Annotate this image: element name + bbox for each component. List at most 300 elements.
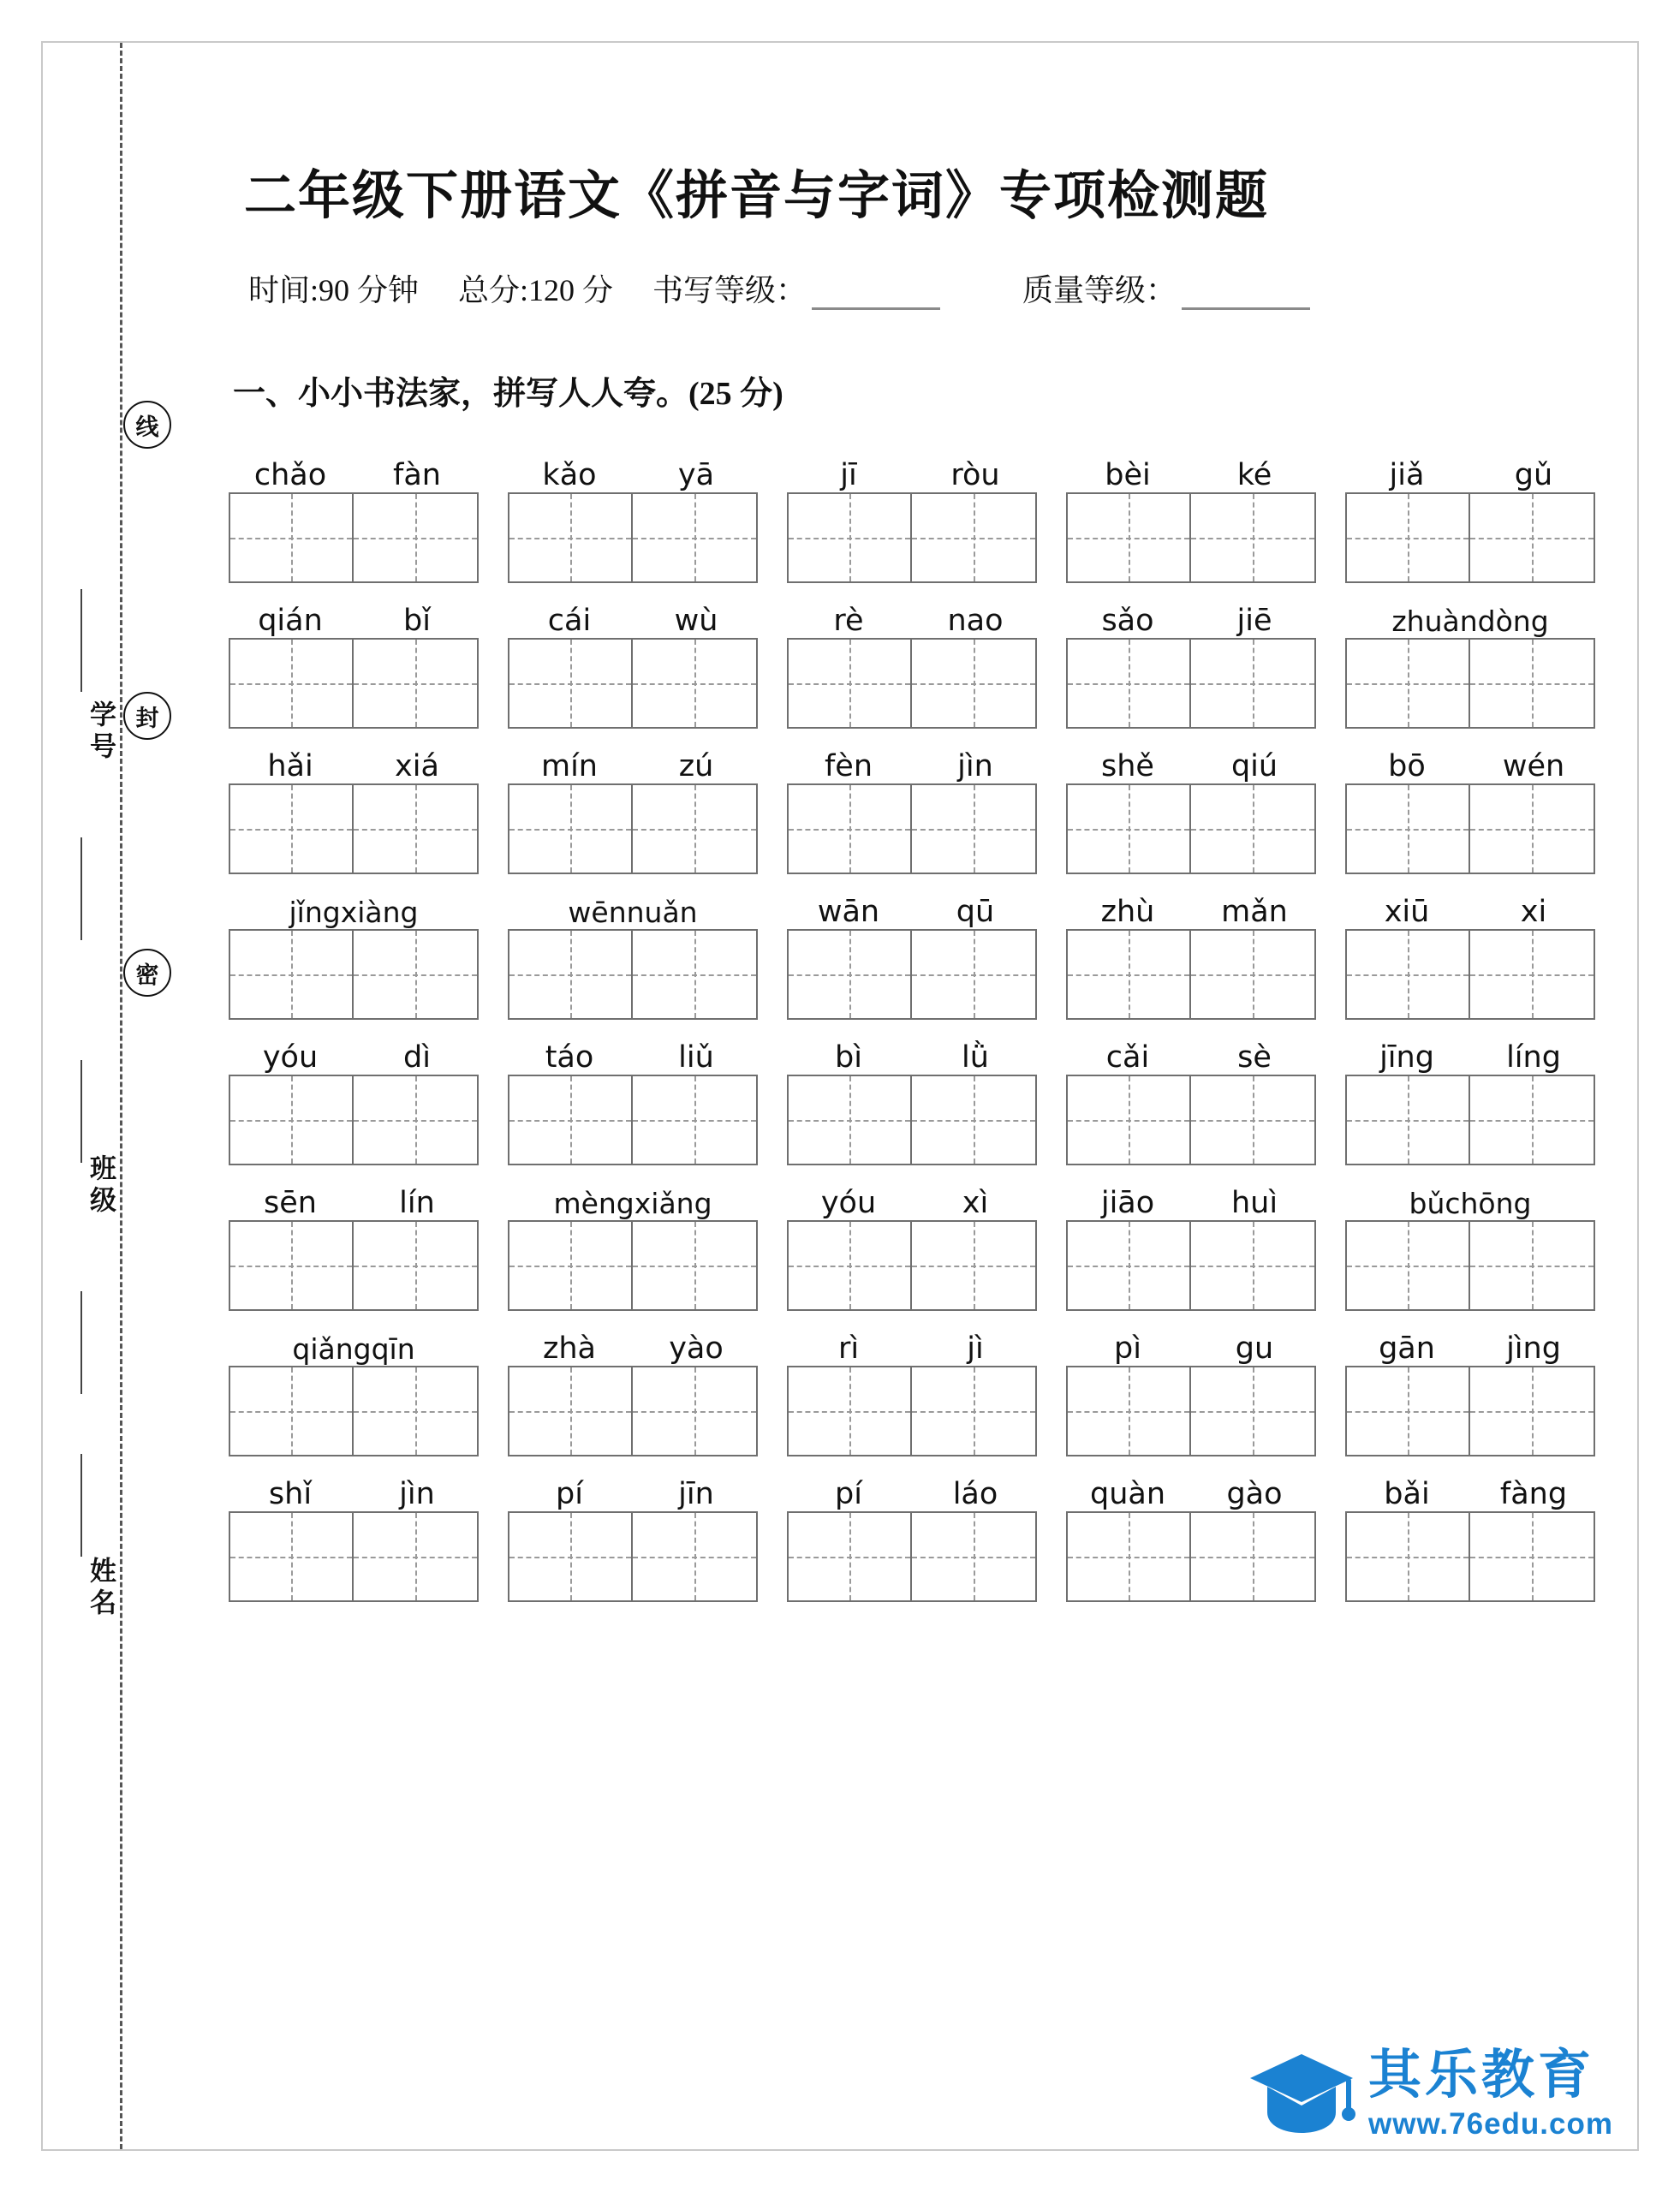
pinyin-label [506, 1027, 760, 1075]
word-group [493, 1172, 772, 1311]
tianzige-cell[interactable] [1066, 1366, 1191, 1456]
pinyin-syllable: zhù [1100, 895, 1155, 929]
tianzige-cell[interactable] [1066, 1220, 1191, 1311]
seal-char-feng: 封 [123, 692, 171, 740]
tianzige-cell[interactable] [912, 1366, 1037, 1456]
section-heading: 一、小小书法家，拼写人人夸。(25 分) [233, 376, 783, 412]
pinyin-syllable: láo [952, 1477, 998, 1511]
word-group [772, 1318, 1051, 1456]
pinyin-label [1343, 444, 1597, 492]
word-group [493, 444, 772, 583]
word-group [1331, 590, 1610, 729]
pinyin-syllable: yóu [262, 1040, 319, 1075]
tianzige-grid [508, 1075, 758, 1165]
tianzige-cell[interactable] [1191, 1220, 1316, 1311]
tianzige-cell[interactable] [1470, 638, 1595, 729]
tianzige-grid [1066, 1075, 1316, 1165]
pinyin-syllable: dì [403, 1040, 431, 1075]
pinyin-syllable: wān [817, 895, 880, 929]
pinyin-label [506, 444, 760, 492]
tianzige-grid [229, 492, 479, 583]
pinyin-label [1343, 1027, 1597, 1075]
word-group [493, 590, 772, 729]
pinyin-syllable: líng [1506, 1040, 1561, 1075]
pinyin-label [785, 881, 1039, 929]
word-group [772, 1172, 1051, 1311]
word-group [772, 590, 1051, 729]
writing-grid-row [214, 590, 1620, 729]
word-group [1331, 444, 1610, 583]
tianzige-cell[interactable] [508, 1075, 633, 1165]
word-group [214, 1318, 493, 1456]
pinyin-syllable: xiàng [340, 896, 419, 929]
tianzige-cell[interactable] [1470, 1075, 1595, 1165]
tianzige-cell[interactable] [787, 638, 912, 729]
pinyin-label [1064, 1318, 1318, 1366]
pinyin-syllable: qiú [1230, 749, 1278, 783]
tianzige-cell[interactable] [1066, 492, 1191, 583]
pinyin-syllable: bì [835, 1040, 862, 1075]
seal-rule-top [80, 589, 82, 692]
tianzige-cell[interactable] [787, 929, 912, 1020]
tianzige-grid [1066, 638, 1316, 729]
tianzige-cell[interactable] [633, 929, 758, 1020]
pinyin-syllable: quàn [1089, 1477, 1166, 1511]
word-group [214, 881, 493, 1020]
page-title: 二年级下册语文《拼音与字词》专项检测题 [244, 168, 1270, 225]
tianzige-grid [787, 1366, 1037, 1456]
pinyin-syllable: cái [547, 604, 592, 638]
tianzige-cell[interactable] [1345, 1366, 1470, 1456]
pinyin-label [1064, 444, 1318, 492]
tianzige-cell[interactable] [1066, 1511, 1191, 1602]
margin-dashed-rule [120, 43, 122, 2149]
writing-grid-row [214, 1172, 1620, 1311]
tianzige-cell[interactable] [1066, 1075, 1191, 1165]
tianzige-cell[interactable] [633, 1366, 758, 1456]
pinyin-label [1064, 590, 1318, 638]
tianzige-cell[interactable] [1345, 1075, 1470, 1165]
pinyin-syllable: shǐ [268, 1477, 313, 1511]
tianzige-cell[interactable] [633, 1511, 758, 1602]
word-group [493, 1463, 772, 1602]
writing-grid-row [214, 1027, 1620, 1165]
tianzige-cell[interactable] [508, 492, 633, 583]
tianzige-cell[interactable] [1470, 492, 1595, 583]
word-group [1051, 590, 1331, 729]
pinyin-syllable: chǎo [253, 458, 327, 492]
pinyin-label [1064, 736, 1318, 783]
word-group [1331, 881, 1610, 1020]
tianzige-cell[interactable] [1191, 638, 1316, 729]
tianzige-grid [787, 1511, 1037, 1602]
tianzige-cell[interactable] [229, 783, 354, 874]
seal-rule-4 [80, 1454, 82, 1557]
tianzige-cell[interactable] [1066, 783, 1191, 874]
pinyin-syllable: pì [1114, 1331, 1141, 1366]
word-group [1331, 1463, 1610, 1602]
tianzige-cell[interactable] [1345, 1511, 1470, 1602]
pinyin-syllable: xiū [1384, 895, 1430, 929]
tianzige-cell[interactable] [633, 492, 758, 583]
pinyin-syllable: lǜ [962, 1040, 989, 1075]
tianzige-cell[interactable] [1345, 1220, 1470, 1311]
handwriting-grade-label: 书写等级： [652, 273, 807, 307]
tianzige-cell[interactable] [508, 638, 633, 729]
tianzige-cell[interactable] [354, 783, 479, 874]
pinyin-syllable: rì [837, 1331, 860, 1366]
pinyin-syllable: xiǎng [634, 1187, 712, 1220]
seal-label-class: 班级 [86, 1154, 116, 1218]
pinyin-syllable: gān [1379, 1331, 1435, 1366]
pinyin-syllable: qīn [371, 1332, 415, 1366]
seal-label-name: 姓名 [86, 1557, 116, 1620]
tianzige-grid [229, 638, 479, 729]
tianzige-grid [1345, 1220, 1595, 1311]
word-group [214, 590, 493, 729]
tianzige-cell[interactable] [229, 1366, 354, 1456]
tianzige-cell[interactable] [508, 1511, 633, 1602]
quality-grade-group [1022, 266, 1310, 310]
pinyin-label [506, 736, 760, 783]
tianzige-cell[interactable] [1345, 783, 1470, 874]
tianzige-cell[interactable] [354, 638, 479, 729]
pinyin-syllable: bǐ [403, 604, 431, 638]
seal-column [41, 41, 159, 2151]
tianzige-grid [508, 638, 758, 729]
tianzige-cell[interactable] [229, 1511, 354, 1602]
pinyin-label [227, 1027, 480, 1075]
tianzige-grid [1345, 783, 1595, 874]
tianzige-cell[interactable] [354, 1220, 479, 1311]
pinyin-syllable: xì [962, 1186, 989, 1220]
word-group [214, 736, 493, 874]
pinyin-label [1343, 736, 1597, 783]
pinyin-label [785, 1463, 1039, 1511]
writing-grid-row [214, 1318, 1620, 1456]
tianzige-cell[interactable] [912, 1075, 1037, 1165]
pinyin-syllable: mín [540, 749, 598, 783]
tianzige-grid [1066, 492, 1316, 583]
word-group [1331, 1027, 1610, 1165]
tianzige-cell[interactable] [1345, 638, 1470, 729]
pinyin-syllable: sēn [264, 1186, 317, 1220]
tianzige-cell[interactable] [1191, 1366, 1316, 1456]
word-group [1051, 1027, 1331, 1165]
pinyin-syllable: ròu [950, 458, 1000, 492]
time-info: 时间:90 分钟 [248, 273, 420, 307]
pinyin-label [1343, 1172, 1597, 1220]
tianzige-grid [787, 492, 1037, 583]
tianzige-cell[interactable] [787, 783, 912, 874]
tianzige-grid [1345, 929, 1595, 1020]
handwriting-grade-blank[interactable] [812, 304, 940, 310]
tianzige-grid [229, 783, 479, 874]
tianzige-cell[interactable] [912, 929, 1037, 1020]
tianzige-cell[interactable] [1191, 492, 1316, 583]
pinyin-syllable: yào [669, 1331, 724, 1366]
tianzige-grid [1345, 1511, 1595, 1602]
pinyin-syllable: ké [1236, 458, 1272, 492]
pinyin-syllable: mèng [553, 1187, 634, 1220]
tianzige-grid [229, 1075, 479, 1165]
writing-grid-row [214, 444, 1620, 583]
tianzige-cell[interactable] [229, 1075, 354, 1165]
word-group [1331, 1172, 1610, 1311]
pinyin-label [785, 1318, 1039, 1366]
pinyin-syllable: xiá [395, 749, 439, 783]
tianzige-cell[interactable] [1191, 1075, 1316, 1165]
word-group [1331, 736, 1610, 874]
pinyin-label [1064, 881, 1318, 929]
pinyin-label [1064, 1027, 1318, 1075]
pinyin-syllable: sè [1237, 1040, 1272, 1075]
tianzige-cell[interactable] [508, 1220, 633, 1311]
pinyin-syllable: kǎo [542, 458, 597, 492]
tianzige-cell[interactable] [229, 1220, 354, 1311]
pinyin-label [506, 1463, 760, 1511]
tianzige-grid [787, 929, 1037, 1020]
word-group [772, 1463, 1051, 1602]
quality-grade-label: 质量等级： [1022, 273, 1177, 307]
word-group [1051, 1172, 1331, 1311]
writing-grid-row [214, 1463, 1620, 1602]
pinyin-syllable: shě [1101, 749, 1154, 783]
pinyin-syllable: wù [674, 604, 718, 638]
seal-char-xian: 线 [123, 401, 171, 449]
pinyin-syllable: jì [967, 1331, 984, 1366]
tianzige-cell[interactable] [508, 1366, 633, 1456]
pinyin-syllable: yā [677, 458, 715, 492]
pinyin-syllable: bèi [1105, 458, 1151, 492]
word-group [772, 881, 1051, 1020]
pinyin-label [785, 1172, 1039, 1220]
pinyin-syllable: táo [545, 1040, 594, 1075]
tianzige-grid [1345, 492, 1595, 583]
tianzige-cell[interactable] [354, 929, 479, 1020]
pinyin-syllable: lín [399, 1186, 435, 1220]
graduation-cap-icon [1247, 2049, 1356, 2138]
word-group [1051, 1463, 1331, 1602]
tianzige-cell[interactable] [229, 638, 354, 729]
tianzige-grid [787, 638, 1037, 729]
tianzige-cell[interactable] [787, 1075, 912, 1165]
pinyin-syllable: jiǎ [1389, 458, 1425, 492]
tianzige-grid [229, 929, 479, 1020]
tianzige-cell[interactable] [1470, 1511, 1595, 1602]
tianzige-cell[interactable] [1470, 783, 1595, 874]
tianzige-grid [508, 783, 758, 874]
pinyin-label [785, 1027, 1039, 1075]
pinyin-syllable: qiǎng [292, 1332, 372, 1366]
pinyin-syllable: bǎi [1384, 1477, 1430, 1511]
pinyin-syllable: zhà [542, 1331, 596, 1366]
tianzige-grid [1066, 1220, 1316, 1311]
tianzige-cell[interactable] [354, 1075, 479, 1165]
quality-grade-blank[interactable] [1182, 304, 1310, 310]
tianzige-grid [1066, 783, 1316, 874]
pinyin-syllable: zhuàn [1391, 605, 1478, 638]
tianzige-cell[interactable] [787, 1511, 912, 1602]
pinyin-syllable: fèn [824, 749, 873, 783]
tianzige-grid [508, 1366, 758, 1456]
tianzige-grid [508, 1220, 758, 1311]
seal-rule-3 [80, 1291, 82, 1394]
pinyin-label [227, 1318, 480, 1366]
tianzige-cell[interactable] [508, 929, 633, 1020]
tianzige-grid [787, 783, 1037, 874]
total-score-info: 总分:120 分 [458, 273, 614, 307]
pinyin-syllable: wén [1502, 749, 1565, 783]
handwriting-grade-group [652, 266, 940, 310]
tianzige-grid [508, 1511, 758, 1602]
tianzige-cell[interactable] [633, 638, 758, 729]
tianzige-grid [787, 1220, 1037, 1311]
tianzige-grid [1345, 638, 1595, 729]
tianzige-cell[interactable] [1191, 1511, 1316, 1602]
tianzige-cell[interactable] [912, 783, 1037, 874]
pinyin-syllable: pí [556, 1477, 583, 1511]
word-group [214, 1463, 493, 1602]
tianzige-cell[interactable] [229, 929, 354, 1020]
word-group [772, 1027, 1051, 1165]
tianzige-cell[interactable] [633, 783, 758, 874]
writing-grid-row [214, 736, 1620, 874]
tianzige-grid [1345, 1075, 1595, 1165]
pinyin-syllable: liǔ [678, 1040, 714, 1075]
pinyin-syllable: jìng [1506, 1331, 1561, 1366]
pinyin-syllable: zú [678, 749, 714, 783]
pinyin-label [506, 1318, 760, 1366]
pinyin-syllable: jī [840, 458, 857, 492]
seal-label-student-number: 学号 [86, 700, 116, 764]
tianzige-cell[interactable] [1191, 783, 1316, 874]
pinyin-syllable: chōng [1445, 1187, 1532, 1220]
word-group [214, 1172, 493, 1311]
pinyin-syllable: jǐng [289, 896, 341, 929]
pinyin-label [1064, 1463, 1318, 1511]
tianzige-grid [229, 1511, 479, 1602]
pinyin-syllable: pí [835, 1477, 862, 1511]
tianzige-grid [1066, 1366, 1316, 1456]
tianzige-cell[interactable] [1470, 1366, 1595, 1456]
seal-char-mi: 密 [123, 949, 171, 997]
tianzige-cell[interactable] [633, 1220, 758, 1311]
pinyin-syllable: bō [1388, 749, 1426, 783]
pinyin-syllable: huì [1230, 1186, 1278, 1220]
watermark-url: www.76edu.com [1368, 2106, 1613, 2141]
watermark-brand: 其乐教育 [1368, 2046, 1595, 2105]
tianzige-cell[interactable] [354, 492, 479, 583]
word-group [214, 444, 493, 583]
pinyin-syllable: gào [1226, 1477, 1283, 1511]
tianzige-cell[interactable] [1470, 1220, 1595, 1311]
tianzige-cell[interactable] [354, 1366, 479, 1456]
pinyin-syllable: jìn [399, 1477, 435, 1511]
pinyin-syllable: qū [956, 895, 995, 929]
word-group [772, 444, 1051, 583]
seal-rule-1 [80, 837, 82, 940]
word-group [214, 1027, 493, 1165]
tianzige-grid [1066, 929, 1316, 1020]
pinyin-label [785, 444, 1039, 492]
tianzige-cell[interactable] [912, 1220, 1037, 1311]
word-group [1051, 1318, 1331, 1456]
tianzige-cell[interactable] [508, 783, 633, 874]
pinyin-syllable: hǎi [267, 749, 313, 783]
pinyin-label [506, 1172, 760, 1220]
tianzige-cell[interactable] [1345, 929, 1470, 1020]
pinyin-syllable: jīng [1379, 1040, 1434, 1075]
word-group [1051, 881, 1331, 1020]
pinyin-label [506, 590, 760, 638]
pinyin-syllable: gǔ [1514, 458, 1553, 492]
tianzige-cell[interactable] [1345, 492, 1470, 583]
word-group [772, 736, 1051, 874]
tianzige-cell[interactable] [787, 1366, 912, 1456]
word-group [1051, 444, 1331, 583]
pinyin-label [227, 881, 480, 929]
word-group [1331, 1318, 1610, 1456]
pinyin-syllable: cǎi [1105, 1040, 1150, 1075]
exam-info-row [248, 266, 1620, 310]
pinyin-syllable: jīn [678, 1477, 714, 1511]
tianzige-cell[interactable] [912, 1511, 1037, 1602]
pinyin-syllable: rè [833, 604, 864, 638]
tianzige-cell[interactable] [633, 1075, 758, 1165]
pinyin-label [785, 590, 1039, 638]
word-group [493, 1318, 772, 1456]
pinyin-syllable: fàn [393, 458, 441, 492]
tianzige-cell[interactable] [354, 1511, 479, 1602]
pinyin-syllable: jiāo [1100, 1186, 1155, 1220]
pinyin-label [1343, 590, 1597, 638]
pinyin-syllable: yóu [820, 1186, 877, 1220]
watermark-text [1368, 2046, 1613, 2141]
pinyin-syllable: dòng [1477, 605, 1549, 638]
pinyin-label [506, 881, 760, 929]
watermark [1247, 2046, 1613, 2141]
pinyin-label [227, 736, 480, 783]
tianzige-cell[interactable] [1066, 929, 1191, 1020]
tianzige-cell[interactable] [1191, 929, 1316, 1020]
tianzige-cell[interactable] [912, 492, 1037, 583]
tianzige-cell[interactable] [787, 492, 912, 583]
pinyin-syllable: jiē [1236, 604, 1272, 638]
word-group [1051, 736, 1331, 874]
pinyin-label [785, 736, 1039, 783]
word-group [493, 1027, 772, 1165]
tianzige-grid [508, 929, 758, 1020]
pinyin-syllable: sǎo [1101, 604, 1154, 638]
word-group [493, 736, 772, 874]
pinyin-label [1343, 881, 1597, 929]
tianzige-cell[interactable] [229, 492, 354, 583]
tianzige-cell[interactable] [1470, 929, 1595, 1020]
tianzige-cell[interactable] [787, 1220, 912, 1311]
pinyin-label [1343, 1318, 1597, 1366]
pinyin-syllable: qián [258, 604, 323, 638]
pinyin-syllable: nao [947, 604, 1004, 638]
pinyin-label [227, 590, 480, 638]
writing-grid-rows [214, 444, 1620, 1602]
pinyin-syllable: bǔ [1409, 1187, 1445, 1220]
tianzige-grid [1345, 1366, 1595, 1456]
tianzige-cell[interactable] [912, 638, 1037, 729]
tianzige-grid [229, 1220, 479, 1311]
tianzige-cell[interactable] [1066, 638, 1191, 729]
pinyin-label [227, 1172, 480, 1220]
